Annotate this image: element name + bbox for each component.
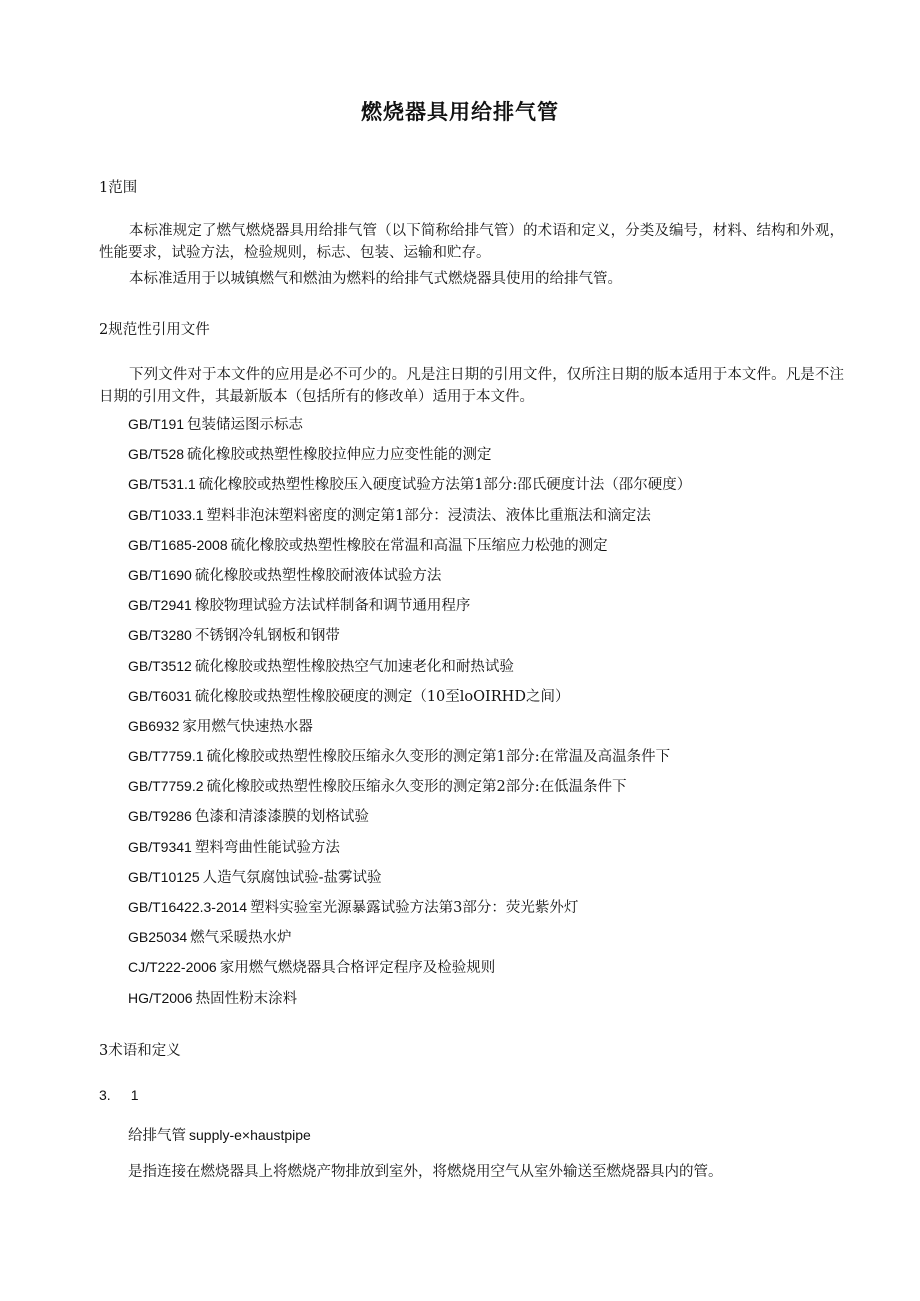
reference-title: 硫化橡胶或热塑性橡胶压缩永久变形的测定第2部分:在低温条件下 (206, 779, 627, 796)
reference-code: GB/T7759.2 (128, 778, 204, 795)
reference-item (128, 988, 691, 1018)
reference-code: GB/T6031 (128, 687, 192, 704)
reference-item (128, 535, 691, 565)
reference-code: GB/T9341 (128, 838, 192, 855)
section-3-heading: 3术语和定义 (99, 1043, 181, 1059)
reference-title: 燃气采暖热水炉 (190, 930, 292, 947)
section-2-heading: 2规范性引用文件 (99, 322, 210, 338)
reference-code: GB/T1685-2008 (128, 536, 228, 553)
reference-item (128, 625, 691, 655)
reference-code: GB/T9286 (128, 808, 192, 825)
reference-item (128, 776, 691, 806)
reference-item (128, 656, 691, 686)
reference-item (128, 565, 691, 595)
reference-code: GB25034 (128, 929, 188, 946)
term-number-minor: 1 (130, 1087, 139, 1103)
term-number (99, 1087, 158, 1103)
reference-title: 人造气氛腐蚀试验-盐雾试验 (202, 869, 382, 886)
section-1-heading: 1范围 (99, 180, 138, 196)
term-name-en: supply-e×haustpipe (189, 1127, 311, 1143)
reference-title: 家用燃气燃烧器具合格评定程序及检验规则 (219, 960, 496, 977)
reference-code: CJ/T222-2006 (128, 959, 217, 976)
reference-item (128, 957, 691, 987)
reference-code: GB/T16422.3-2014 (128, 899, 248, 915)
references-intro: 下列文件对于本文件的应用是必不可少的。凡是注日期的引用文件，仅所注日期的版本适用于本文件。凡是不注日期的引用文件，其最新版本（包括所有的修改单）适用于本文件。 (99, 367, 844, 405)
reference-code: GB/T10125 (128, 868, 200, 885)
reference-code: GB/T3280 (128, 627, 192, 644)
term-name (128, 1124, 311, 1145)
term-number-major: 3. (99, 1087, 111, 1103)
reference-item (128, 505, 691, 535)
reference-title: 塑料非泡沫塑料密度的测定第1部分：浸渍法、液体比重瓶法和滴定法 (206, 507, 651, 524)
reference-code: GB/T7759.1 (128, 748, 204, 765)
reference-title: 硫化橡胶或热塑性橡胶压入硬度试验方法第1部分:邵氏硬度计法（邵尔硬度） (198, 477, 692, 494)
reference-title: 包装储运图示标志 (187, 417, 304, 433)
reference-title: 家用燃气快速热水器 (182, 718, 313, 735)
reference-item (128, 444, 691, 474)
reference-list (128, 414, 691, 1018)
reference-code: GB/T1033.1 (128, 506, 204, 523)
reference-title: 硫化橡胶或热塑性橡胶在常温和高温下压缩应力松弛的测定 (230, 537, 608, 554)
reference-title: 硫化橡胶或热塑性橡胶硬度的测定（10至loOIRHD之间） (194, 688, 570, 705)
term-name-zh: 给排气管 (128, 1128, 186, 1144)
reference-item (128, 746, 691, 776)
reference-item (128, 595, 691, 625)
reference-title: 不锈钢冷轧钢板和钢带 (194, 628, 340, 645)
reference-code: GB/T2941 (128, 597, 192, 614)
reference-code: GB/T191 (128, 416, 185, 432)
reference-item (128, 414, 691, 444)
reference-code: GB/T528 (128, 446, 185, 463)
reference-title: 硫化橡胶或热塑性橡胶拉伸应力应变性能的测定 (187, 447, 492, 464)
reference-item (128, 716, 691, 746)
reference-item (128, 897, 691, 927)
reference-code: GB6932 (128, 717, 180, 734)
reference-code: GB/T1690 (128, 566, 192, 583)
reference-title: 塑料实验室光源暴露试验方法第3部分：荧光紫外灯 (250, 900, 579, 916)
document-title: 燃烧器具用给排气管 (361, 99, 559, 124)
term-definition: 是指连接在燃烧器具上将燃烧产物排放到室外，将燃烧用空气从室外输送至燃烧器具内的管。 (128, 1164, 723, 1180)
reference-title: 硫化橡胶或热塑性橡胶热空气加速老化和耐热试验 (194, 658, 514, 675)
reference-title: 塑料弯曲性能试验方法 (194, 839, 340, 856)
reference-item (128, 474, 691, 504)
reference-item (128, 927, 691, 957)
reference-title: 热固性粉末涂料 (195, 990, 298, 1007)
scope-paragraph-2: 本标准适用于以城镇燃气和燃油为燃料的给排气式燃烧器具使用的给排气管。 (129, 271, 622, 287)
reference-title: 硫化橡胶或热塑性橡胶压缩永久变形的测定第1部分:在常温及高温条件下 (206, 749, 671, 766)
reference-title: 色漆和清漆漆膜的划格试验 (194, 809, 369, 826)
reference-item (128, 837, 691, 867)
reference-code: GB/T531.1 (128, 476, 196, 493)
reference-item (128, 686, 691, 716)
reference-code: HG/T2006 (128, 989, 193, 1006)
reference-item (128, 867, 691, 897)
reference-item (128, 806, 691, 836)
reference-title: 橡胶物理试验方法试样制备和调节通用程序 (194, 598, 471, 615)
reference-code: GB/T3512 (128, 657, 192, 674)
scope-paragraph-1: 本标准规定了燃气燃烧器具用给排气管（以下简称给排气管）的术语和定义，分类及编号，材料、结构和外观，性能要求，试验方法，检验规则，标志、包装、运输和贮存。 (99, 223, 844, 261)
reference-title: 硫化橡胶或热塑性橡胶耐液体试验方法 (194, 567, 442, 584)
